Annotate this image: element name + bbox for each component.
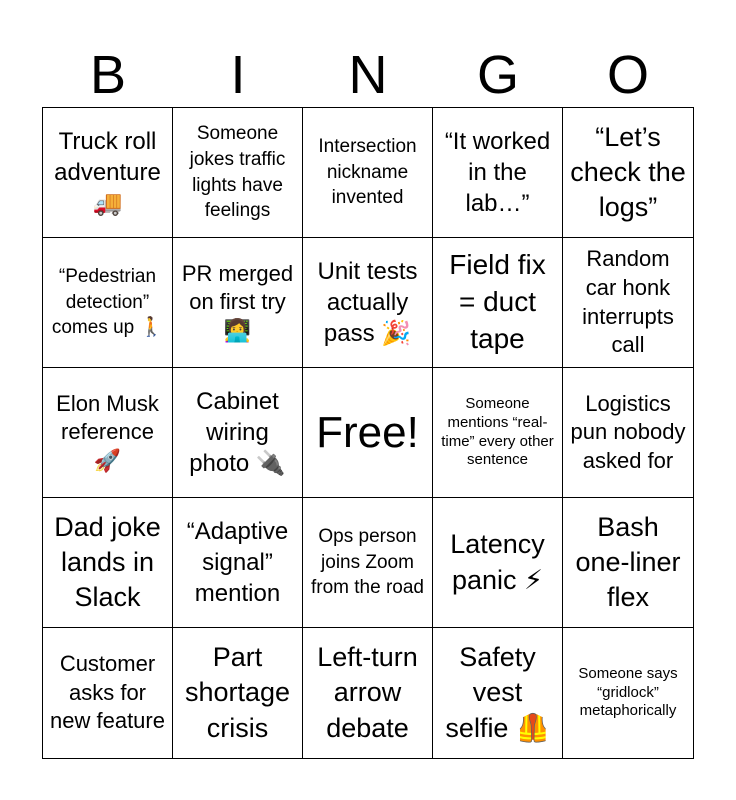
bingo-header [43,42,693,108]
bingo-cell-text: “Pedestrian detection” comes up 🚶 [51,266,164,339]
bingo-cell-text: Ops person joins Zoom from the road [311,526,424,599]
bingo-cell[interactable] [433,368,563,498]
bingo-cell-text: “Let’s check the logs” [570,121,686,223]
bingo-cell[interactable] [303,498,433,628]
bingo-cell-text: Someone says “gridlock” metaphorically [578,664,678,720]
bingo-cell-text: PR merged on first try 👩‍💻 [181,260,294,343]
bingo-cell[interactable] [563,108,693,238]
bingo-cell[interactable] [563,628,693,758]
bingo-cell-text: “It worked in the lab…” [444,127,551,218]
bingo-cell-text: Latency panic ⚡ [450,529,545,595]
bingo-cell-text: Unit tests actually pass 🎉 [317,257,418,348]
bingo-cell-text: Random car honk interrupts call [582,246,674,358]
header-letter-g: G [476,45,519,105]
bingo-cell-text: Logistics pun nobody asked for [570,390,686,473]
bingo-cell[interactable] [563,368,693,498]
bingo-cell[interactable] [433,108,563,238]
bingo-cell-text: Left-turn arrow debate [317,642,418,743]
bingo-cell-text: Intersection nickname invented [318,136,417,209]
bingo-cell[interactable] [563,498,693,628]
header-letter-i: I [230,45,246,105]
bingo-cell[interactable] [173,238,303,368]
bingo-cell[interactable] [433,238,563,368]
bingo-cell-text: Elon Musk reference 🚀 [56,390,159,473]
bingo-cell-text: Truck roll adventure 🚚 [54,127,161,218]
header-letter-n: N [348,45,388,105]
bingo-cell-text: Customer asks for new feature [50,651,165,734]
bingo-cell[interactable] [43,368,173,498]
bingo-cell[interactable] [303,108,433,238]
header-letter-o: O [606,45,649,105]
bingo-cell-text: Someone mentions “real-time” every other sentence [441,395,554,469]
bingo-cell-text: “Adaptive signal” mention [186,517,289,608]
bingo-cell[interactable] [433,498,563,628]
bingo-cell-text: Part shortage crisis [184,642,291,743]
bingo-cell[interactable] [43,498,173,628]
bingo-cell-text: Dad joke lands in Slack [54,511,161,613]
bingo-cell[interactable] [173,628,303,758]
bingo-board [42,107,694,759]
bingo-cell[interactable] [173,368,303,498]
bingo-cell[interactable] [303,628,433,758]
bingo-cell-text: Safety vest selfie 🦺 [445,642,550,743]
bingo-cell[interactable] [43,238,173,368]
bingo-cell[interactable] [173,498,303,628]
bingo-cell-text: Cabinet wiring photo 🔌 [189,387,286,478]
bingo-cell[interactable] [303,238,433,368]
free-space-label: Free! [316,407,419,457]
bingo-cell[interactable] [43,628,173,758]
header-letter-b: B [89,45,127,105]
bingo-cell[interactable] [433,628,563,758]
bingo-cell-text: Someone jokes traffic lights have feelings [189,123,286,222]
bingo-cell-free[interactable] [303,368,433,498]
bingo-cell-text: Field fix = duct tape [449,249,546,354]
bingo-cell[interactable] [563,238,693,368]
bingo-cell[interactable] [43,108,173,238]
bingo-cell-text: Bash one-liner flex [575,511,681,613]
bingo-cell[interactable] [173,108,303,238]
